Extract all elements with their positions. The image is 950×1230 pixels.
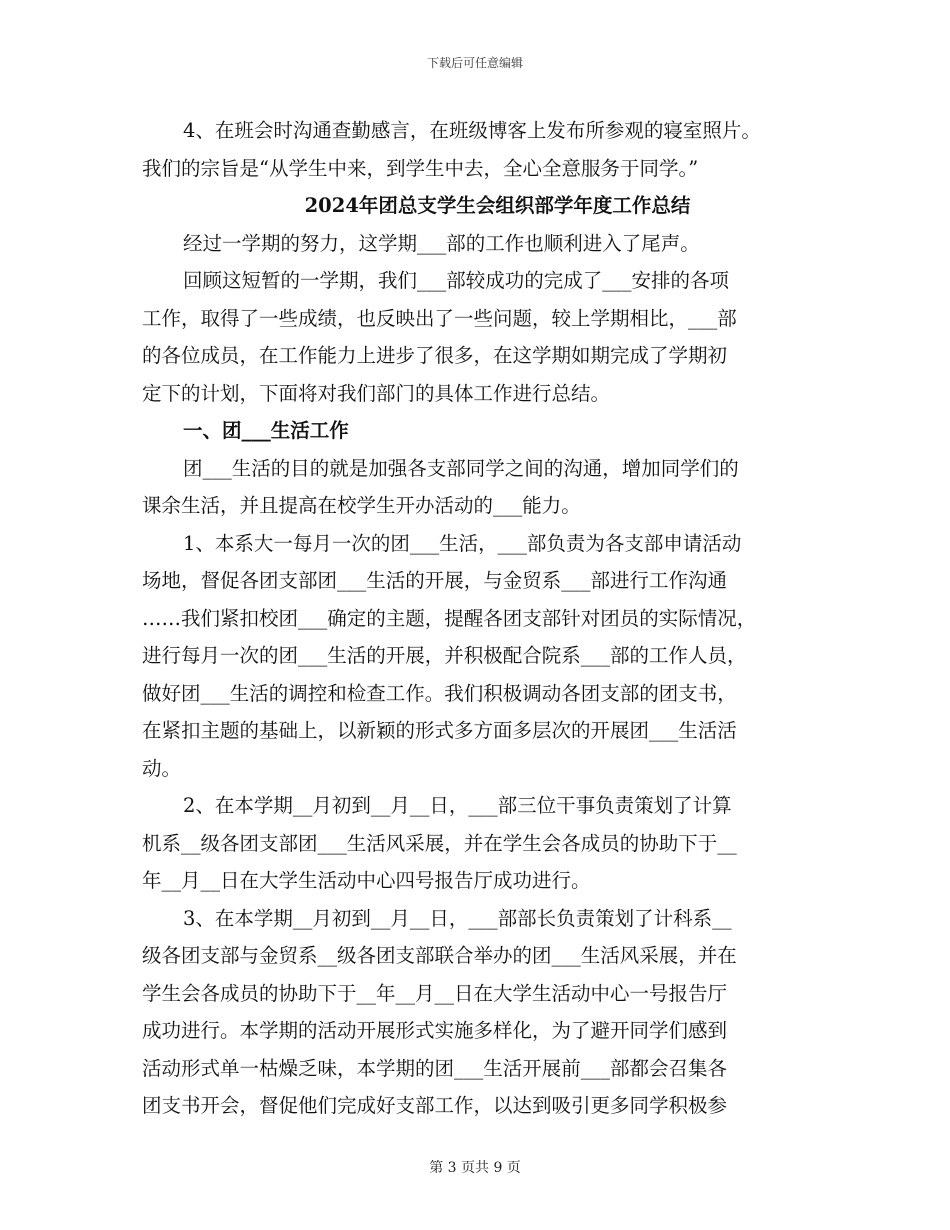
text-line: 场地，督促各团支部团___生活的开展，与金贸系___部进行工作沟通 bbox=[142, 569, 728, 592]
document-body bbox=[142, 112, 812, 1125]
page-header: 下载后可任意编辑 bbox=[426, 56, 523, 70]
text-line: 3、在本学期__月初到__月__日，___部部长负责策划了计科系__ bbox=[183, 906, 732, 930]
text-line: ……我们紧扣校团___确定的主题，提醒各团支部针对团员的实际情况， bbox=[142, 606, 757, 630]
section-heading: 一、团___生活工作 bbox=[183, 419, 349, 442]
text-line: 团___生活的目的就是加强各支部同学之间的沟通，增加同学们的 bbox=[183, 456, 739, 480]
text-line: 年__月__日在大学生活动中心四号报告厅成功进行。 bbox=[142, 869, 591, 892]
text-line: 工作，取得了一些成绩，也反映出了一些问题，较上学期相比，___部 bbox=[142, 306, 737, 330]
text-line: 4、在班会时沟通查勤感言，在班级博客上发布所参观的寝室照片。 bbox=[183, 119, 761, 142]
page-footer: 第 3 页共 9 页 bbox=[429, 1160, 521, 1176]
text-line: 回顾这短暂的一学期，我们___部较成功的完成了___安排的各项 bbox=[183, 269, 730, 292]
text-line: 的各位成员，在工作能力上进步了很多，在这学期如期完成了学期初 bbox=[142, 344, 728, 367]
text-line: 我们的宗旨是“从学生中来，到学生中去，全心全意服务于同学。” bbox=[142, 156, 699, 180]
text-line: 定下的计划，下面将对我们部门的具体工作进行总结。 bbox=[142, 381, 611, 405]
text-line: 1、本系大一每月一次的团___生活，___部负责为各支部申请活动 bbox=[183, 531, 742, 555]
text-line: 2、在本学期__月初到__月__日，___部三位干事负责策划了计算 bbox=[183, 794, 732, 817]
document-title: 2024年团总支学生会组织部学年度工作总结 bbox=[304, 194, 691, 217]
text-line: 经过一学期的努力，这学期___部的工作也顺利进入了尾声。 bbox=[183, 231, 700, 255]
text-line: 团支书开会，督促他们完成好支部工作，以达到吸引更多同学积极参 bbox=[142, 1094, 728, 1117]
text-line: 活动形式单一枯燥乏味，本学期的团___生活开展前___部都会召集各 bbox=[142, 1056, 728, 1080]
text-line: 在紧扣主题的基础上，以新颖的形式多方面多层次的开展团___生活活 bbox=[142, 719, 737, 742]
text-line: 做好团___生活的调控和检查工作。我们积极调动各团支部的团支书， bbox=[142, 681, 737, 705]
text-line: 进行每月一次的团___生活的开展，并积极配合院系___部的工作人员， bbox=[142, 644, 747, 667]
text-line: 动。 bbox=[142, 756, 182, 780]
text-line: 课余生活，并且提高在校学生开办活动的___能力。 bbox=[142, 494, 581, 517]
text-line: 成功进行。本学期的活动开展形式实施多样化，为了避开同学们感到 bbox=[142, 1019, 728, 1042]
text-line: 学生会各成员的协助下于__年__月__日在大学生活动中心一号报告厅 bbox=[142, 981, 728, 1005]
text-line: 级各团支部与金贸系__级各团支部联合举办的团___生活风采展，并在 bbox=[142, 944, 737, 967]
text-line: 机系__级各团支部团___生活风采展，并在学生会各成员的协助下于__ bbox=[142, 831, 737, 855]
